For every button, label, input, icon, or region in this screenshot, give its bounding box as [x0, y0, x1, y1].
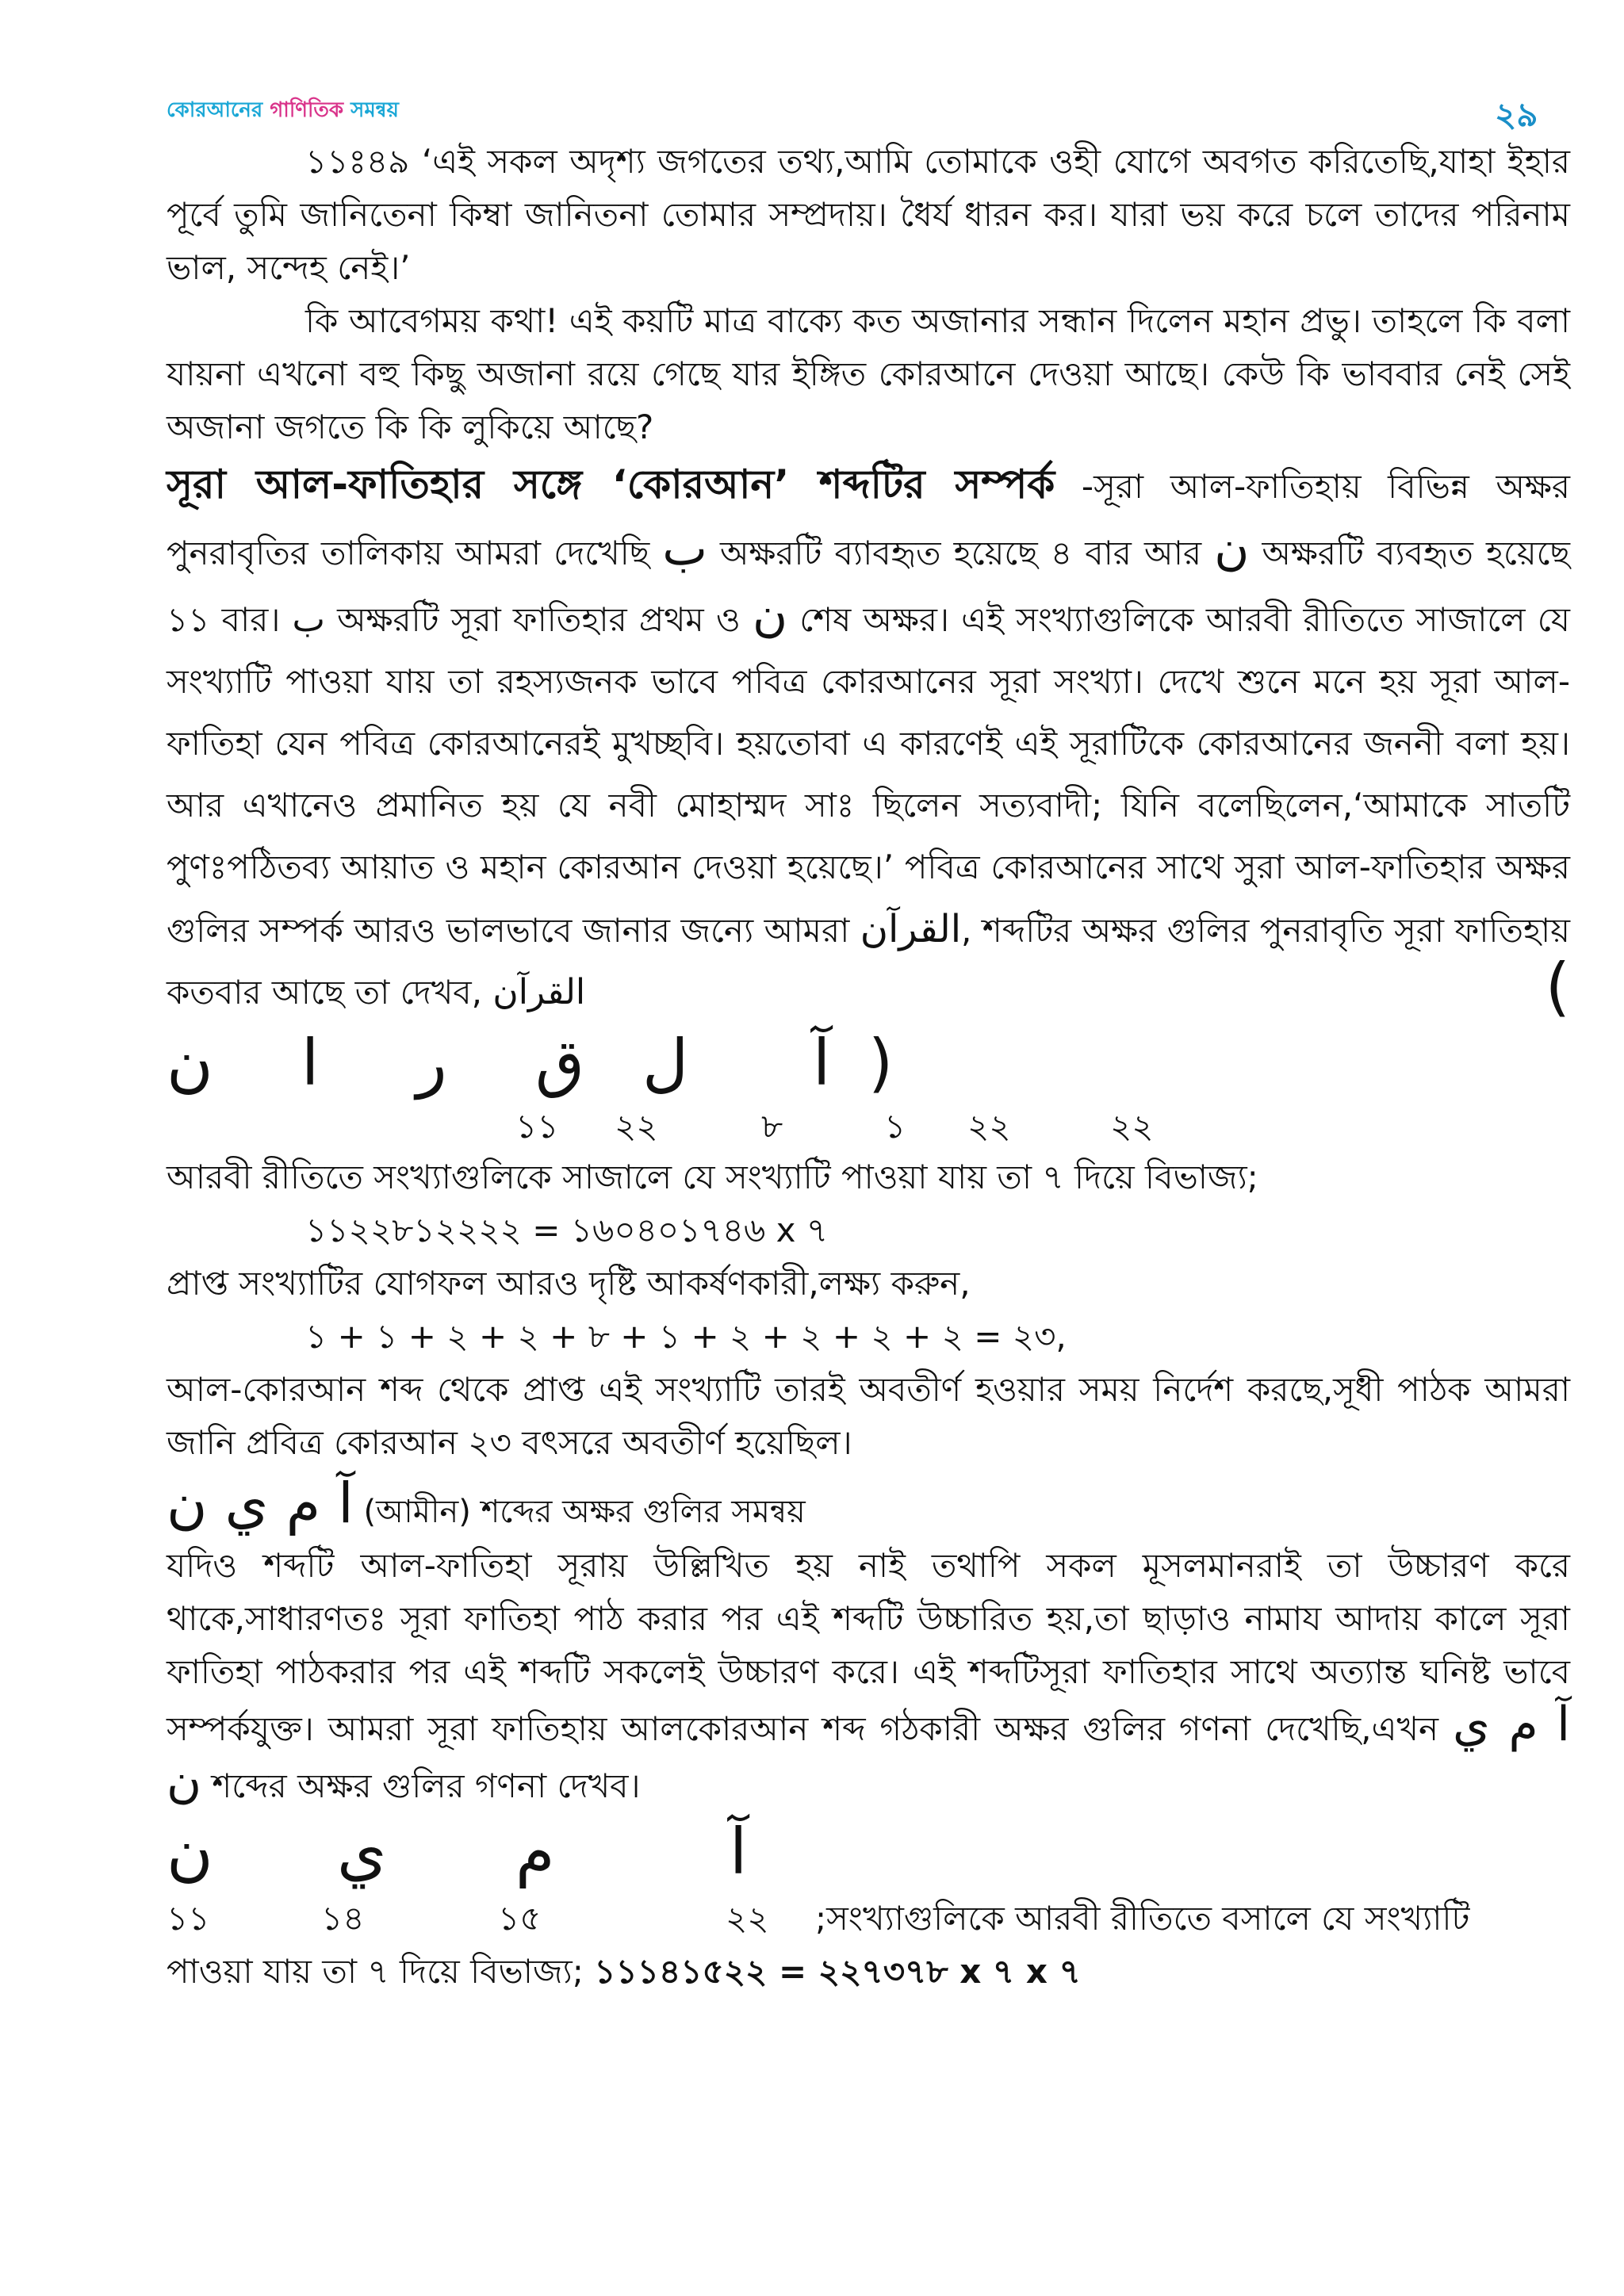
amin-final-equation: ১১১৪১৫২২ = ২২৭৩৭৮ x ৭ x ৭ [594, 1952, 1081, 1991]
amin-paragraph-end: শব্দের অক্ষর গুলির গণনা দেখব। [201, 1766, 641, 1805]
quran-letter-qaf: ق [535, 1026, 585, 1100]
section-text-4: অক্ষরটি সূরা ফাতিহার প্রথম ও [324, 600, 753, 639]
line-sum: প্রাপ্ত সংখ্যাটির যোগফল আরও দৃষ্টি আকর্ষণকারী,লক্ষ্য করুন, [167, 1264, 971, 1303]
quran-count-1: ১১ [515, 1107, 559, 1146]
header-part-1: কোরআনের [167, 98, 270, 122]
section-text-5: শেষ অক্ষর। এই সংখ্যাগুলিকে আরবী রীতিতে সাজালে যে সংখ্যাটি পাওয়া যায় তা রহস্যজনক ভাবে পবিত্র কোরআনের সূরা সংখ্যা। দেখে শুনে মনে হয় সূরা আল-ফাতিহা যেন পবিত্র কোরআনেরই মুখচ্ছবি। হয়তোবা এ কারণেই এই সূরাটিকে কোরআনের জননী বলা হয়। আর এখানেও প্রমানিত হয় যে নবী মোহাম্মদ সাঃ ছিলেন সত্যবাদী; যিনি বলেছিলেন,‘আমাকে সাতটি পুণঃপঠিতব্য আয়াত ও মহান কোরআন দেওয়া হয়েছে।’ পবিত্র কোরআনের সাথে সুরা আল-ফাতিহার অক্ষর গুলির সম্পর্ক আরও ভালভাবে জানার জন্যে আমরা [167, 600, 1570, 950]
amin-counts-row [167, 1892, 1570, 1945]
quran-letter-alif-madda: آ [813, 1026, 831, 1100]
amin-final-text: পাওয়া যায় তা ৭ দিয়ে বিভাজ্য; [167, 1952, 595, 1991]
quran-counts-row [167, 1103, 1570, 1150]
arabic-letter-ba-2: ب [292, 599, 325, 640]
arabic-word-quran: القرآن [860, 907, 962, 951]
equation-1: ১১২২৮১২২২২ = ১৬০৪০১৭৪৬ x ৭ [305, 1211, 829, 1249]
quran-letter-nun: ن [167, 1026, 213, 1100]
paragraph-section-quran [167, 453, 1570, 1024]
paragraph-23-years: আল-কোরআন শব্দ থেকে প্রাপ্ত এই সংখ্যাটি তারই অবতীর্ণ হওয়ার সময় নির্দেশ করছে,সূধী পাঠক আমরা জানি প্রবিত্র কোরআন ২৩ বৎসরে অবতীর্ণ হয়েছিল। [167, 1370, 1570, 1462]
header-part-3: সমন্বয় [350, 98, 399, 122]
quran-count-5: ২২ [967, 1107, 1011, 1146]
section-title-quran: সূরা আল-ফাতিহার সঙ্গে ‘কোরআন’ শব্দটির সম্পর্ক [167, 461, 1055, 507]
equation-2: ১ + ১ + ২ + ২ + ৮ + ১ + ২ + ২ + ২ + ২ = ২৩, [305, 1317, 1067, 1356]
quran-letters-row [167, 1024, 1570, 1103]
quran-letter-ra: ر [416, 1026, 447, 1100]
arabic-word-amin-2: آ م ي ن [167, 1697, 1570, 1809]
quran-letter-lam: ل [642, 1026, 689, 1100]
arabic-letter-nun: ن [1214, 521, 1250, 576]
quran-count-2: ২২ [615, 1107, 658, 1146]
quran-count-6: ২২ [1110, 1107, 1154, 1146]
header-part-2: গাণিতিক [270, 98, 351, 122]
arabic-word-quran-2: القرآن [492, 972, 586, 1012]
paragraph-verse: ১১ঃ৪৯ ‘এই সকল অদৃশ্য জগতের তথ্য,আমি তোমাকে ওহী যোগে অবগত করিতেছি,যাহা ইহার পূর্বে তুমি জানিতেনা কিম্বা জানিতনা তোমার সম্প্রদায়। ধৈর্য ধারন কর। যারা ভয় করে চলে তাদের পরিনাম ভাল, সন্দেহ নেই।’ [167, 142, 1570, 287]
paragraph-amin [167, 1539, 1570, 1812]
amin-count-4: ২২ [726, 1899, 769, 1938]
arabic-word-amin: آ م ي ن [167, 1471, 354, 1536]
page-body [167, 135, 1570, 1998]
section-text-2: অক্ষরটি ব্যাবহৃত হয়েছে ৪ বার আর [707, 534, 1215, 572]
amin-count-3: ১৫ [498, 1899, 542, 1938]
amin-letter-mim: م [515, 1815, 555, 1888]
amin-letter-ya: ي [337, 1815, 387, 1888]
amin-count-2: ১৪ [321, 1899, 365, 1938]
amin-title-text: (আমীন) শব্দের অক্ষর গুলির সমন্বয় [353, 1494, 806, 1530]
amin-paragraph-text: যদিও শব্দটি আল-ফাতিহা সূরায় উল্লিখিত হয় নাই তথাপি সকল মূসলমানরাই তা উচ্চারণ করে থাকে,সাধারণতঃ সূরা ফাতিহা পাঠ করার পর এই শব্দটি উচ্চারিত হয়,তা ছাড়াও নামায আদায় কালে সূরা ফাতিহা পাঠকরার পর এই শব্দটি সকলেই উচ্চারণ করে। এই শব্দটিসূরা ফাতিহার সাথে অত্যান্ত ঘনিষ্ট ভাবে সম্পর্কযুক্ত। আমরা সূরা ফাতিহায় আলকোরআন শব্দ গঠকারী অক্ষর গুলির গণনা দেখেছি,এখন [167, 1546, 1570, 1748]
amin-letters-row [167, 1812, 1570, 1892]
quran-count-3: ৮ [761, 1107, 783, 1146]
amin-letter-nun: ن [167, 1815, 213, 1888]
line-divisible: আরবী রীতিতে সংখ্যাগুলিকে সাজালে যে সংখ্যাটি পাওয়া যায় তা ৭ দিয়ে বিভাজ্য; [167, 1158, 1258, 1196]
section-text-6: , শব্দটির অক্ষর গুলির পুনরাবৃতি সূরা ফাতিহায় কতবার আছে তা দেখব, [167, 911, 1570, 1012]
running-header [167, 94, 399, 128]
amin-counts-tail: ;সংখ্যাগুলিকে আরবী রীতিতে বসালে যে সংখ্যাটি [815, 1899, 1470, 1938]
quran-count-4: ১ [884, 1107, 906, 1146]
section-text-1: -সূরা আল-ফাতিহায় বিভিন্ন অক্ষর পুনরাবৃতির তালিকায় আমরা দেখেছি [167, 467, 1570, 572]
section-text-3: অক্ষরটি ব্যবহৃত হয়েছে ১১ বার। [167, 534, 1570, 639]
arabic-letter-nun-2: ن [752, 587, 788, 643]
amin-count-1: ১১ [167, 1899, 210, 1938]
amin-heading [167, 1471, 1570, 1539]
open-paren: ( [1545, 950, 1570, 1024]
quran-letter-alif: ا [301, 1026, 320, 1100]
close-paren: ) [868, 1026, 894, 1100]
amin-final-line [167, 1945, 1570, 1998]
page-number: ২৯ [1495, 95, 1538, 134]
paragraph-commentary: কি আবেগময় কথা! এই কয়টি মাত্র বাক্যে কত অজানার সন্ধান দিলেন মহান প্রভু। তাহলে কি বলা যায়না এখনো বহু কিছু অজানা রয়ে গেছে যার ইঙ্গিত কোরআনে দেওয়া আছে। কেউ কি ভাববার নেই সেই অজানা জগতে কি কি লুকিয়ে আছে? [167, 301, 1570, 446]
amin-letter-alif-madda: آ [730, 1815, 748, 1888]
arabic-letter-ba: ب [662, 521, 707, 576]
